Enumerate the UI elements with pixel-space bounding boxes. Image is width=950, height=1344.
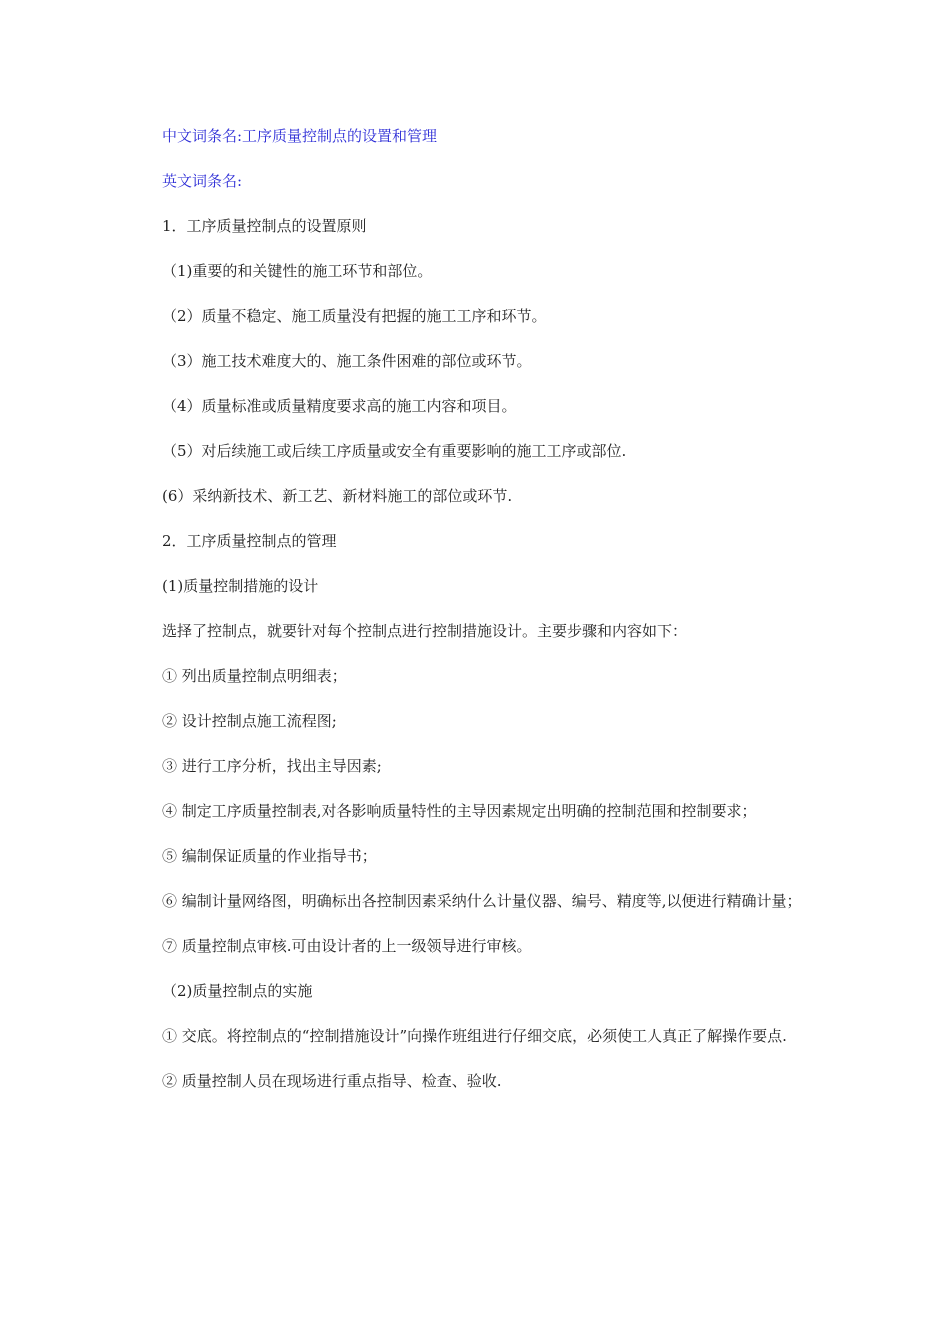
principle-item: （5）对后续施工或后续工序质量或安全有重要影响的施工工序或部位.	[162, 442, 627, 460]
principle-item: （3）施工技术难度大的、施工条件困难的部位或环节。	[162, 352, 532, 370]
design-step: ④ 制定工序质量控制表,对各影响质量特性的主导因素规定出明确的控制范围和控制要求；	[162, 802, 757, 820]
principle-item: （1)重要的和关键性的施工环节和部位。	[162, 262, 433, 280]
title-english: 英文词条名:	[162, 172, 243, 190]
design-step: ⑥ 编制计量网络图，明确标出各控制因素采纳什么计量仪器、编号、精度等,以便进行精确计量；	[162, 892, 802, 910]
design-step: ⑤ 编制保证质量的作业指导书；	[162, 847, 377, 865]
document-body	[162, 120, 842, 1110]
subsection-2-heading: （2)质量控制点的实施	[162, 982, 313, 1000]
principle-item: （2）质量不稳定、施工质量没有把握的施工工序和环节。	[162, 307, 547, 325]
implementation-step: ② 质量控制人员在现场进行重点指导、检查、验收.	[162, 1072, 502, 1090]
section-1-heading: 1．工序质量控制点的设置原则	[162, 217, 367, 235]
principle-item: (6）采纳新技术、新工艺、新材料施工的部位或环节.	[162, 487, 513, 505]
design-step: ⑦ 质量控制点审核.可由设计者的上一级领导进行审核。	[162, 937, 532, 955]
principle-item: （4）质量标准或质量精度要求高的施工内容和项目。	[162, 397, 517, 415]
section-2-heading: 2．工序质量控制点的管理	[162, 532, 337, 550]
subsection-1-heading: (1)质量控制措施的设计	[162, 577, 319, 595]
design-step: ② 设计控制点施工流程图;	[162, 712, 337, 730]
title-chinese: 中文词条名:工序质量控制点的设置和管理	[162, 127, 438, 145]
implementation-step: ① 交底。将控制点的“控制措施设计”向操作班组进行仔细交底，必须使工人真正了解操作要点.	[162, 1027, 787, 1045]
design-step: ③ 进行工序分析，找出主导因素;	[162, 757, 382, 775]
design-step: ① 列出质量控制点明细表；	[162, 667, 347, 685]
subsection-1-intro: 选择了控制点，就要针对每个控制点进行控制措施设计。主要步骤和内容如下：	[162, 622, 688, 640]
